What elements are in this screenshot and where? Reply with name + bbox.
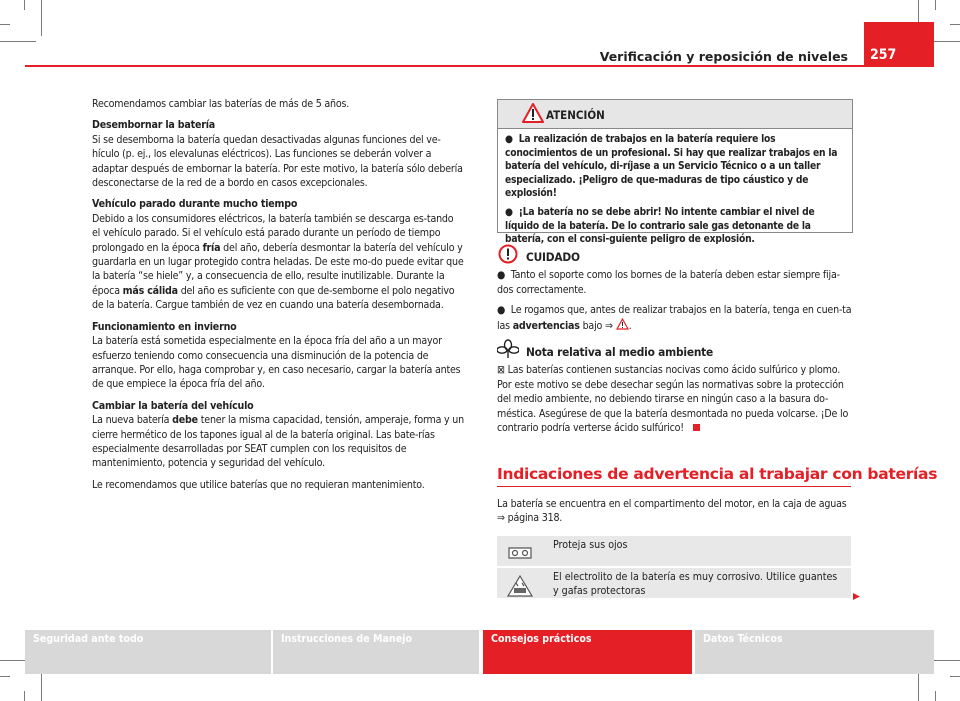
table-row: [497, 536, 851, 566]
footer-tab-technical-data[interactable]: Datos Técnicos: [695, 630, 934, 674]
warning-item: ● ¡La batería no se debe abrir! No intente cambiar el nivel de líquido de la batería. De lo contrario sale gas detonante de la batería, con el consi-guiente peligro de explosión.: [505, 206, 815, 246]
crop-mark: [935, 691, 936, 701]
warning-box: [497, 99, 853, 246]
section-intro: La batería se encuentra en el compartimento del motor, en la caja de aguas ⇒ página 318.: [497, 498, 847, 525]
warning-header: [498, 100, 852, 129]
crop-mark: [41, 0, 42, 36]
paragraph: La nueva batería debe tener la misma capacidad, tensión, amperaje, forma y un cierre hermético de los tapones igual al de la batería original. Las bate-rías especialmente desarrolladas por SEAT cumplen con los requisitos de mantenimiento, potencia y seguridad del vehículo.: [92, 414, 464, 470]
footer-tab-practical-tips[interactable]: Consejos prácticos: [483, 630, 692, 674]
caution-section: [497, 250, 853, 339]
corrosive-icon: [507, 574, 533, 598]
crop-mark: [24, 0, 25, 10]
environment-section: [497, 345, 853, 441]
crop-mark: [24, 691, 25, 701]
recycle-bin-icon: ⊠: [497, 364, 505, 377]
warning-ref-icon: [616, 318, 629, 330]
footer-tab-safety[interactable]: Seguridad ante todo: [25, 630, 271, 674]
paragraph: La batería está sometida especialmente en la época fría del año a un mayor esfuerzo teniendo como consecuencia una disminución de la potencia de arranque. Por ello, haga comprobar y, en caso necesario, cargar la batería antes de que empiece la época fría del año.: [92, 335, 461, 391]
caution-title: CUIDADO: [526, 250, 580, 264]
table-row: [497, 568, 851, 598]
end-of-section-marker: [693, 424, 700, 431]
warning-item: ● La realización de trabajos en la batería requiere los conocimientos de un profesional. Si hay que realizar trabajos en la batería del vehículo, di-ríjase a un Servicio Técnico o a un taller especializado. ¡Peligro de que-maduras de tipo cáustico y de explosión!: [505, 134, 838, 200]
eye-protection-icon: [507, 542, 533, 566]
warning-title: ATENCIÓN: [546, 108, 605, 122]
crop-mark: [0, 24, 10, 25]
paragraph: Si se desemborna la batería quedan desactivadas algunas funciones del ve-hículo (p. ej., los elevalunas eléctricos). Las funciones se deberán volver a adaptar después de embornar la batería. Por este motivo, la batería sólo debería desconectarse de la red de a bordo en casos excepcionales.: [92, 133, 463, 190]
footer-tab-operating[interactable]: Instrucciones de Manejo: [273, 630, 479, 674]
subheading: Cambiar la batería del vehículo: [92, 399, 254, 412]
page-number-tab: [864, 22, 934, 65]
caution-item: ● Le rogamos que, antes de realizar trabajos en la batería, tenga en cuen-ta las advertencias bajo ⇒ .: [497, 304, 852, 332]
warning-triangle-icon: [522, 103, 544, 123]
subheading: Vehículo parado durante mucho tiempo: [92, 198, 298, 211]
left-column: [92, 97, 464, 499]
environment-title: Nota relativa al medio ambiente: [526, 345, 714, 359]
subheading: Desembornar la batería: [92, 119, 216, 132]
running-header-title: Verificación y reposición de niveles: [599, 49, 848, 64]
subheading: Funcionamiento en invierno: [92, 320, 237, 333]
caution-item: ● Tanto el soporte como los bornes de la batería deben estar siempre fija-dos correctamente.: [497, 269, 840, 296]
table-row-text: Proteja sus ojos: [553, 539, 628, 551]
header-rule: [25, 65, 934, 67]
paragraph: Le recomendamos que utilice baterías que no requieran mantenimiento.: [92, 478, 425, 491]
table-row-text: El electrolito de la batería es muy corrosivo. Utilice guantes y gafas protectoras: [553, 571, 838, 597]
paragraph: Debido a los consumidores eléctricos, la batería también se descarga es-tando el vehículo parado. Si el vehículo está parado durante un período de tiempo prolongado en la época fría del año, debería desmontar la batería del vehículo y guardarla en un lugar protegido contra heladas. De este mo-do puede evitar que la batería “se hiele” y, a consecuencia de ello, resulte inutilizable. Durante la época más cálida del año es suficiente con que de-semborne el polo negativo de la batería. Cargue también de vez en cuando una batería desembornada.: [92, 212, 464, 312]
crop-mark: [950, 676, 960, 677]
section-heading: Indicaciones de advertencia al trabajar con baterías: [497, 465, 938, 483]
crop-mark: [0, 41, 36, 42]
paragraph: Recomendamos cambiar las baterías de más de 5 años.: [92, 98, 350, 110]
crop-mark: [0, 676, 10, 677]
crop-mark: [935, 0, 936, 10]
environment-text: ⊠ Las baterías contienen sustancias nocivas como ácido sulfúrico y plomo. Por este motivo se debe desechar según las normativas sobre la protección del medio ambiente, no debiendo tirarse en ningún caso a la basura do-méstica. Asegúrese de que la batería desmontada no pueda volcarse. ¡De lo contrario podría verterse ácido sulfúrico!: [497, 364, 849, 435]
crop-mark: [950, 24, 960, 25]
section-heading-rule: [497, 486, 851, 487]
warning-body: [505, 133, 845, 252]
continue-arrow-icon: [852, 592, 861, 601]
page-number: 257: [870, 47, 897, 63]
